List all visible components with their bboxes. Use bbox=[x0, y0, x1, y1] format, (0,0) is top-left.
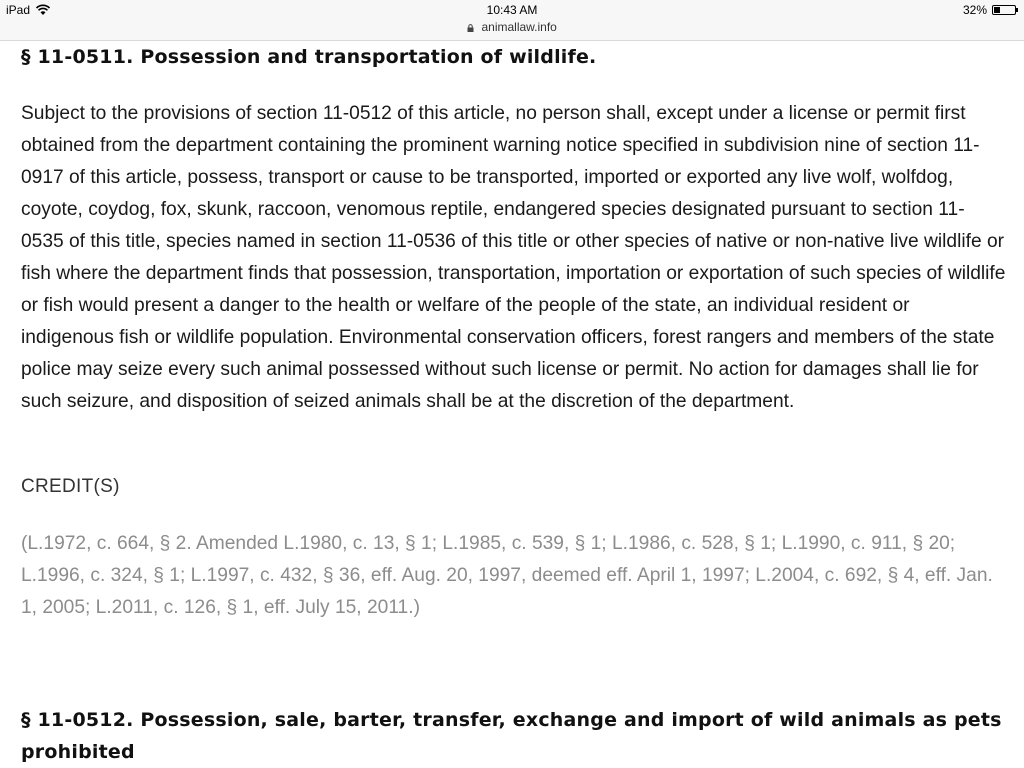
section-body: Subject to the provisions of section 11-0512 of this article, no person shall, except under a license or permit first obtained from the department containing the prominent warning notice specified in subdivision nine of section 11-0917 of this article, possess, transport or cause to be transported, imported or exported any live wolf, wolfdog, coyote, coydog, fox, skunk, raccoon, venomous reptile, endangered species designated pursuant to section 11-0535 of this title, species named in section 11-0536 of this title or other species of native or non-native live wildlife or fish where the department finds that possession, transportation, importation or exportation of such species of wildlife or fish would present a danger to the health or welfare of the people of the state, an individual resident or indigenous fish or wildlife population. Environmental conservation officers, forest rangers and members of the state police may seize every such animal possessed without such license or permit. No action for damages shall lie for such seizure, and disposition of seized animals shall be at the discretion of the department. bbox=[21, 103, 1006, 412]
lock-icon bbox=[467, 24, 474, 32]
device-label: iPad bbox=[6, 3, 31, 17]
status-right bbox=[963, 3, 1016, 17]
section-title: § 11-0511. Possession and transportation of wildlife. bbox=[21, 46, 597, 68]
status-bar bbox=[0, 0, 1024, 41]
battery-icon bbox=[992, 5, 1016, 15]
credits-text: (L.1972, c. 664, § 2. Amended L.1980, c. 13, § 1; L.1985, c. 539, § 1; L.1986, c. 528, § 1; L.1990, c. 911, § 20; L.1996, c. 324, § 1; L.1997, c. 432, § 36, eff. Aug. 20, 1997, deemed eff. April 1, 1997; L.2004, c. 692, § 4, eff. Jan. 1, 2005; L.2011, c. 126, § 1, eff. July 15, 2011.) bbox=[21, 533, 993, 618]
clock: 10:43 AM bbox=[486, 3, 538, 17]
address-bar[interactable] bbox=[0, 20, 1024, 34]
credits-heading: CREDIT(S) bbox=[21, 476, 120, 497]
next-section-title: § 11-0512. Possession, sale, barter, transfer, exchange and import of wild animals as pets prohibited bbox=[21, 709, 1002, 763]
url-text: animallaw.info bbox=[481, 20, 557, 34]
battery-percent: 32% bbox=[962, 3, 987, 17]
battery-fill bbox=[994, 7, 1000, 13]
